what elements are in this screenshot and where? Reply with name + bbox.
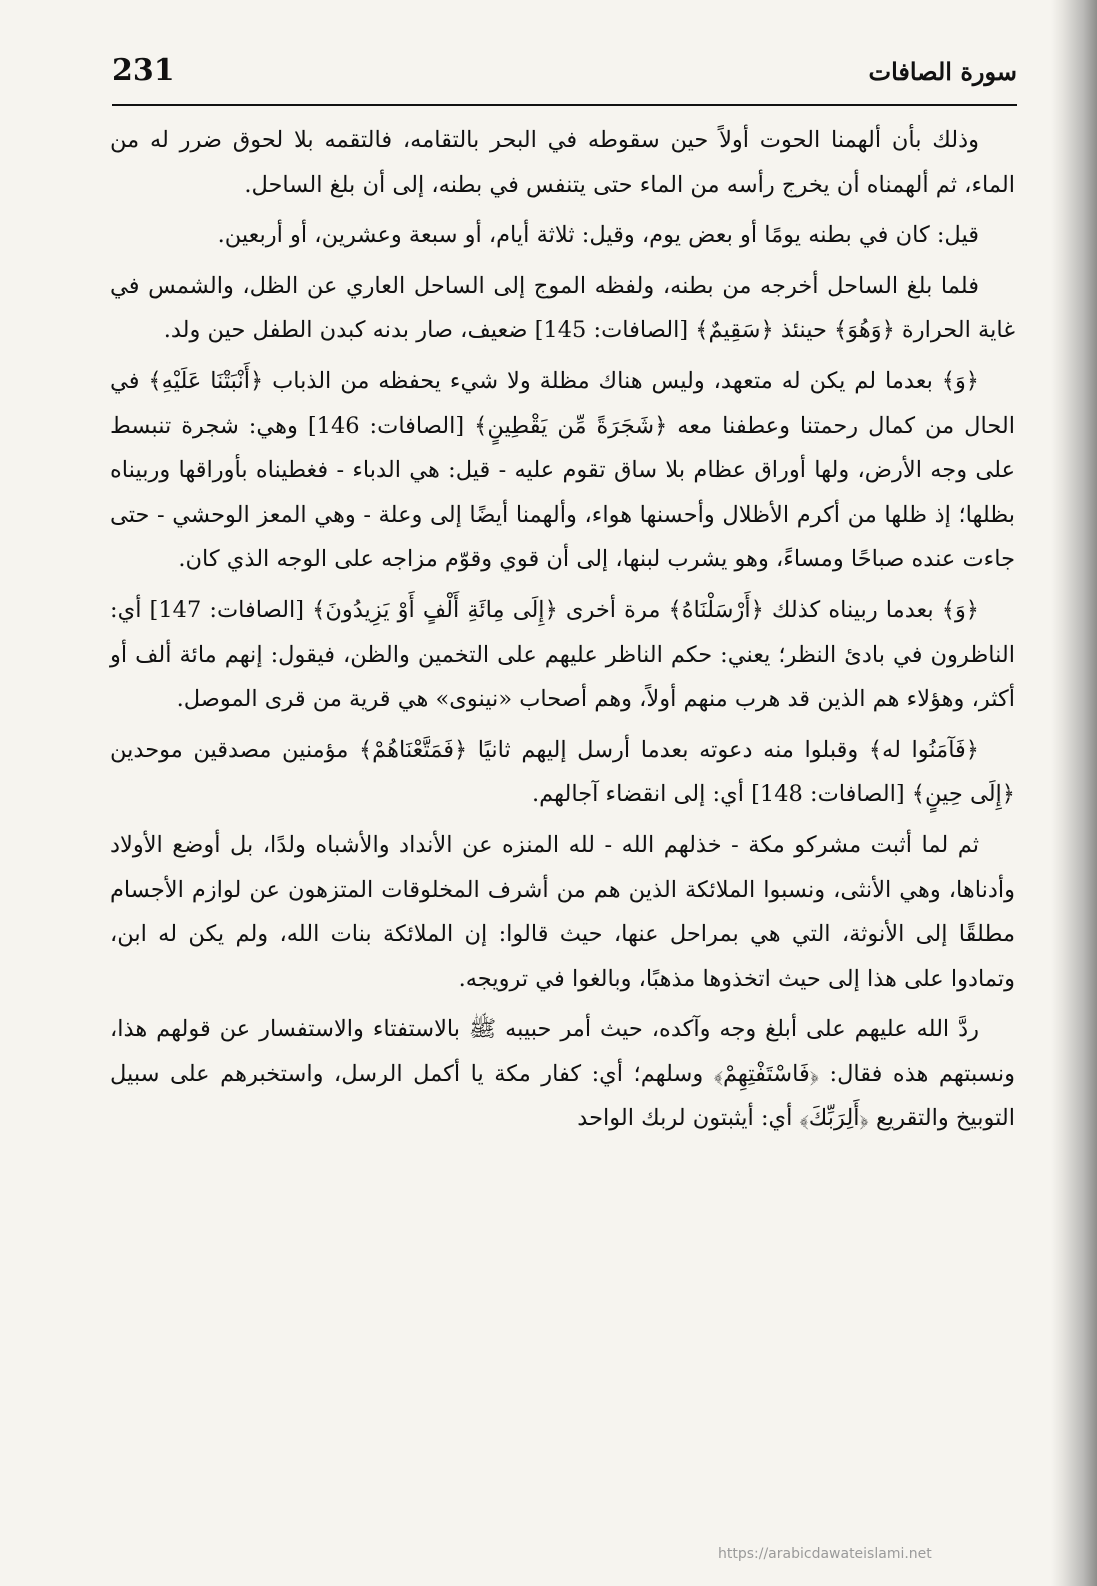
paragraph: ﴿وَ﴾ بعدما ربيناه كذلك ﴿أَرْسَلْنَاهُ﴾ مرة أخرى ﴿إِلَى مِائَةِ أَلْفٍ أَوْ يَزِيدُونَ﴾ [الصافات: 147] أي: الناظرون في بادئ النظر؛ يعني: حكم الناظر عليهم على التخمين والظن، فيقول: إنهم مائة ألف أو أكثر، وهؤلاء هم الذين قد هرب منهم أولاً، وهم أصحاب «نينوى» هي قرية من قرى الموصل. <box>110 596 1015 713</box>
page-body <box>110 118 1015 1147</box>
scan-shadow-edge <box>1051 0 1097 1586</box>
paragraph: ثم لما أثبت مشركو مكة - خذلهم الله - لله المنزه عن الأنداد والأشباه ولدًا، بل أوضع الأولاد وأدناها، وهي الأنثى، ونسبوا الملائكة الذين هم من أشرف المخلوقات المتزهون عن لوازم الأجسام مطلقًا إلى الأنوثة، التي هي بمراحل عنها، حيث قالوا: إن الملائكة بنات الله، ولم يكن له ابن، وتمادوا على هذا إلى حيث اتخذوها مذهبًا، وبالغوا في ترويجه. <box>110 831 1015 992</box>
paragraph: ﴿وَ﴾ بعدما لم يكن له متعهد، وليس هناك مظلة ولا شيء يحفظه من الذباب ﴿أَنْبَتْنَا عَلَيْهِ﴾ في الحال من كمال رحمتنا وعطفنا معه ﴿شَجَرَةً مِّن يَقْطِينٍ﴾ [الصافات: 146] وهي: شجرة تنبسط على وجه الأرض، ولها أوراق عظام بلا ساق تقوم عليه - قيل: هي الدباء - فغطيناه بأوراقها وربيناه بظلها؛ إذ ظلها من أكرم الأظلال وأحسنها هواء، وألهمنا أيضًا إلى وعلة - وهي المعز الوحشي - حتى جاءت عنده صباحًا ومساءً، وهو يشرب لبنها، إلى أن قوي وقوّم مزاجه على الوجه الذي كان. <box>110 367 1015 573</box>
paragraph: ردَّ الله عليهم على أبلغ وجه وآكده، حيث أمر حبيبه ﷺ بالاستفتاء والاستفسار عن قولهم هذا، ونسبتهم هذه فقال: ﴿فَاسْتَفْتِهِمْ﴾ وسلهم؛ أي: كفار مكة يا أكمل الرسل، واستخبرهم على سبيل التوبيخ والتقريع ﴿أَلِرَبِّكَ﴾ أي: أيثبتون لربك الواحد <box>110 1016 1015 1132</box>
page-number: 231 <box>112 53 175 88</box>
page-header <box>112 48 1017 106</box>
paragraph: قيل: كان في بطنه يومًا أو بعض يوم، وقيل: ثلاثة أيام، أو سبعة وعشرين، أو أربعين. <box>217 222 979 249</box>
watermark-url: https://arabicdawateislami.net <box>718 1546 932 1562</box>
paragraph: ﴿فَآمَنُوا له﴾ وقبلوا منه دعوته بعدما أرسل إليهم ثانيًا ﴿فَمَتَّعْنَاهُمْ﴾ مؤمنين مصدقين موحدين ﴿إِلَى حِينٍ﴾ [الصافات: 148] أي: إلى انقضاء آجالهم. <box>110 736 1015 808</box>
paragraph: فلما بلغ الساحل أخرجه من بطنه، ولفظه الموج إلى الساحل العاري عن الظل، والشمس في غاية الحرارة ﴿وَهُوَ﴾ حينئذ ﴿سَقِيمٌ﴾ [الصافات: 145] ضعيف، صار بدنه كبدن الطفل حين ولد. <box>110 272 1015 344</box>
paragraph: وذلك بأن ألهمنا الحوت أولاً حين سقوطه في البحر بالتقامه، فالتقمه بلا لحوق ضرر له من الماء، ثم ألهمناه أن يخرج رأسه من الماء حتى يتنفس في بطنه، إلى أن بلغ الساحل. <box>110 127 1015 198</box>
surah-title: سورة الصافات <box>868 57 1017 86</box>
